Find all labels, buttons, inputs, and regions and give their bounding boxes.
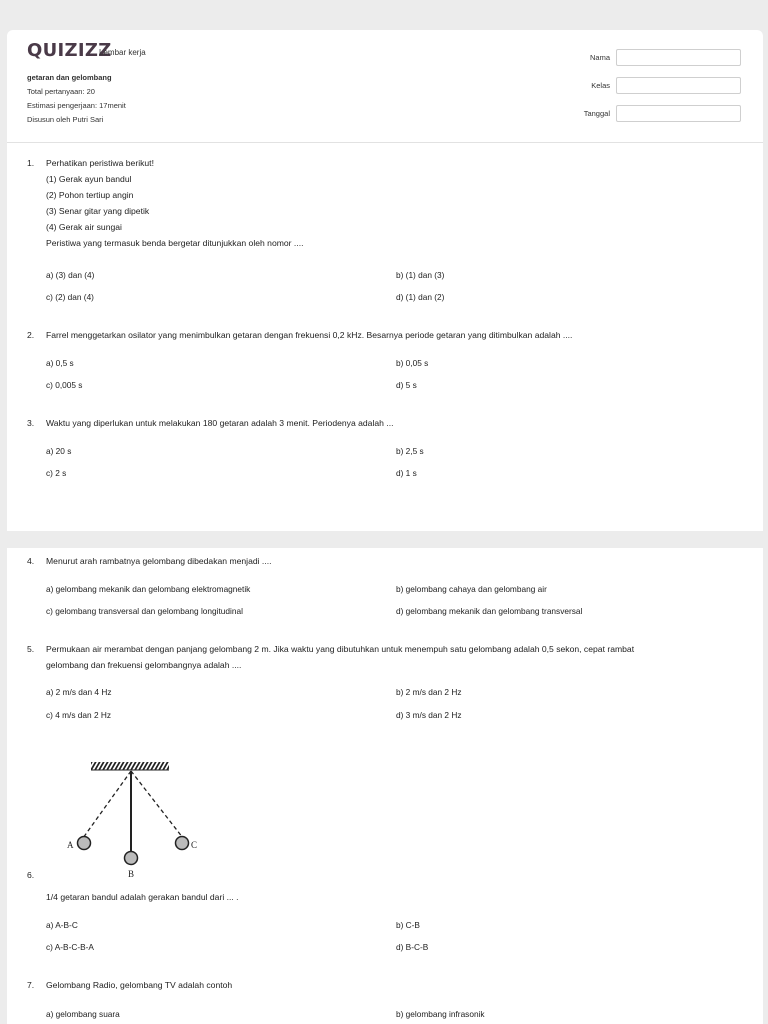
pendulum-diagram [57, 758, 217, 883]
question-number: 2. [27, 330, 35, 340]
question-stem: Farrel menggetarkan osilator yang menimbulkan getaran dengan frekuensi 0,2 kHz. Besarnya periode getaran yang ditimbulkan adalah .... [46, 330, 573, 340]
question-stem: Perhatikan peristiwa berikut! [46, 158, 154, 168]
bob-b [125, 852, 138, 865]
question-stem: Gelombang Radio, gelombang TV adalah contoh [46, 980, 233, 990]
estimate-time: Estimasi pengerjaan: 17menit [27, 101, 126, 110]
total-questions: Total pertanyaan: 20 [27, 87, 95, 96]
option-d[interactable]: d) B-C-B [396, 942, 429, 952]
question-number: 3. [27, 418, 35, 428]
statement-item: (3) Senar gitar yang dipetik [46, 206, 150, 216]
worksheet-page-2 [7, 548, 763, 1024]
option-b[interactable]: b) gelombang cahaya dan gelombang air [396, 584, 547, 594]
pendulum-string-c [131, 771, 183, 838]
label-a: A [67, 840, 74, 850]
quizizz-logo: QUIZIZZ [27, 40, 112, 61]
option-d[interactable]: d) 5 s [396, 380, 417, 390]
bob-a [78, 837, 91, 850]
question-prompt: Peristiwa yang termasuk benda bergetar ditunjukkan oleh nomor .... [46, 238, 304, 248]
option-a[interactable]: a) A-B-C [46, 920, 78, 930]
option-c[interactable]: c) gelombang transversal dan gelombang longitudinal [46, 606, 243, 616]
pendulum-string-a [83, 771, 131, 838]
worksheet-header [7, 30, 763, 143]
question-stem: 1/4 getaran bandul adalah gerakan bandul dari ... . [46, 892, 239, 902]
option-c[interactable]: c) 4 m/s dan 2 Hz [46, 710, 112, 720]
question-stem: Menurut arah rambatnya gelombang dibedakan menjadi .... [46, 556, 272, 566]
worksheet-tag: Lembar kerja [99, 48, 146, 57]
question-number: 4. [27, 556, 35, 566]
label-b: B [128, 869, 135, 879]
kelas-label: Kelas [591, 81, 610, 90]
option-a[interactable]: a) 2 m/s dan 4 Hz [46, 687, 112, 697]
kelas-field[interactable] [616, 77, 741, 94]
statement-item: (1) Gerak ayun bandul [46, 174, 132, 184]
option-a[interactable]: a) gelombang mekanik dan gelombang elektromagnetik [46, 584, 251, 594]
option-a[interactable]: a) gelombang suara [46, 1009, 120, 1019]
worksheet-page-1 [7, 30, 763, 531]
label-c: C [191, 840, 198, 850]
option-a[interactable]: a) 20 s [46, 446, 72, 456]
option-b[interactable]: b) 0,05 s [396, 358, 429, 368]
option-d[interactable]: d) 3 m/s dan 2 Hz [396, 710, 462, 720]
option-b[interactable]: b) gelombang infrasonik [396, 1009, 485, 1019]
option-d[interactable]: d) 1 s [396, 468, 417, 478]
question-stem-cont: gelombang dan frekuensi gelombangnya adalah .... [46, 660, 242, 670]
question-stem: Waktu yang diperlukan untuk melakukan 180 getaran adalah 3 menit. Periodenya adalah ... [46, 418, 394, 428]
bob-c [176, 837, 189, 850]
option-c[interactable]: c) 2 s [46, 468, 67, 478]
option-b[interactable]: b) C-B [396, 920, 420, 930]
option-c[interactable]: c) 0,005 s [46, 380, 83, 390]
option-b[interactable]: b) 2,5 s [396, 446, 424, 456]
question-number: 5. [27, 644, 35, 654]
option-c[interactable]: c) (2) dan (4) [46, 292, 94, 302]
tanggal-label: Tanggal [583, 109, 610, 118]
question-number: 1. [27, 158, 35, 168]
question-number: 7. [27, 980, 35, 990]
author: Disusun oleh Putri Sari [27, 115, 104, 124]
nama-label: Nama [589, 53, 610, 62]
worksheet-title: getaran dan gelombang [27, 73, 112, 82]
option-a[interactable]: a) 0,5 s [46, 358, 74, 368]
option-a[interactable]: a) (3) dan (4) [46, 270, 95, 280]
question-number: 6. [27, 870, 35, 880]
option-d[interactable]: d) gelombang mekanik dan gelombang transversal [396, 606, 583, 616]
option-b[interactable]: b) 2 m/s dan 2 Hz [396, 687, 462, 697]
question-stem: Permukaan air merambat dengan panjang gelombang 2 m. Jika waktu yang dibutuhkan untuk menempuh satu gelombang adalah 0,5 sekon, cepat rambat [46, 644, 635, 654]
ceiling-support [91, 762, 169, 770]
option-b[interactable]: b) (1) dan (3) [396, 270, 445, 280]
statement-item: (2) Pohon tertiup angin [46, 190, 134, 200]
option-c[interactable]: c) A-B-C-B-A [46, 942, 94, 952]
nama-field[interactable] [616, 49, 741, 66]
statement-item: (4) Gerak air sungai [46, 222, 122, 232]
option-d[interactable]: d) (1) dan (2) [396, 292, 445, 302]
tanggal-field[interactable] [616, 105, 741, 122]
